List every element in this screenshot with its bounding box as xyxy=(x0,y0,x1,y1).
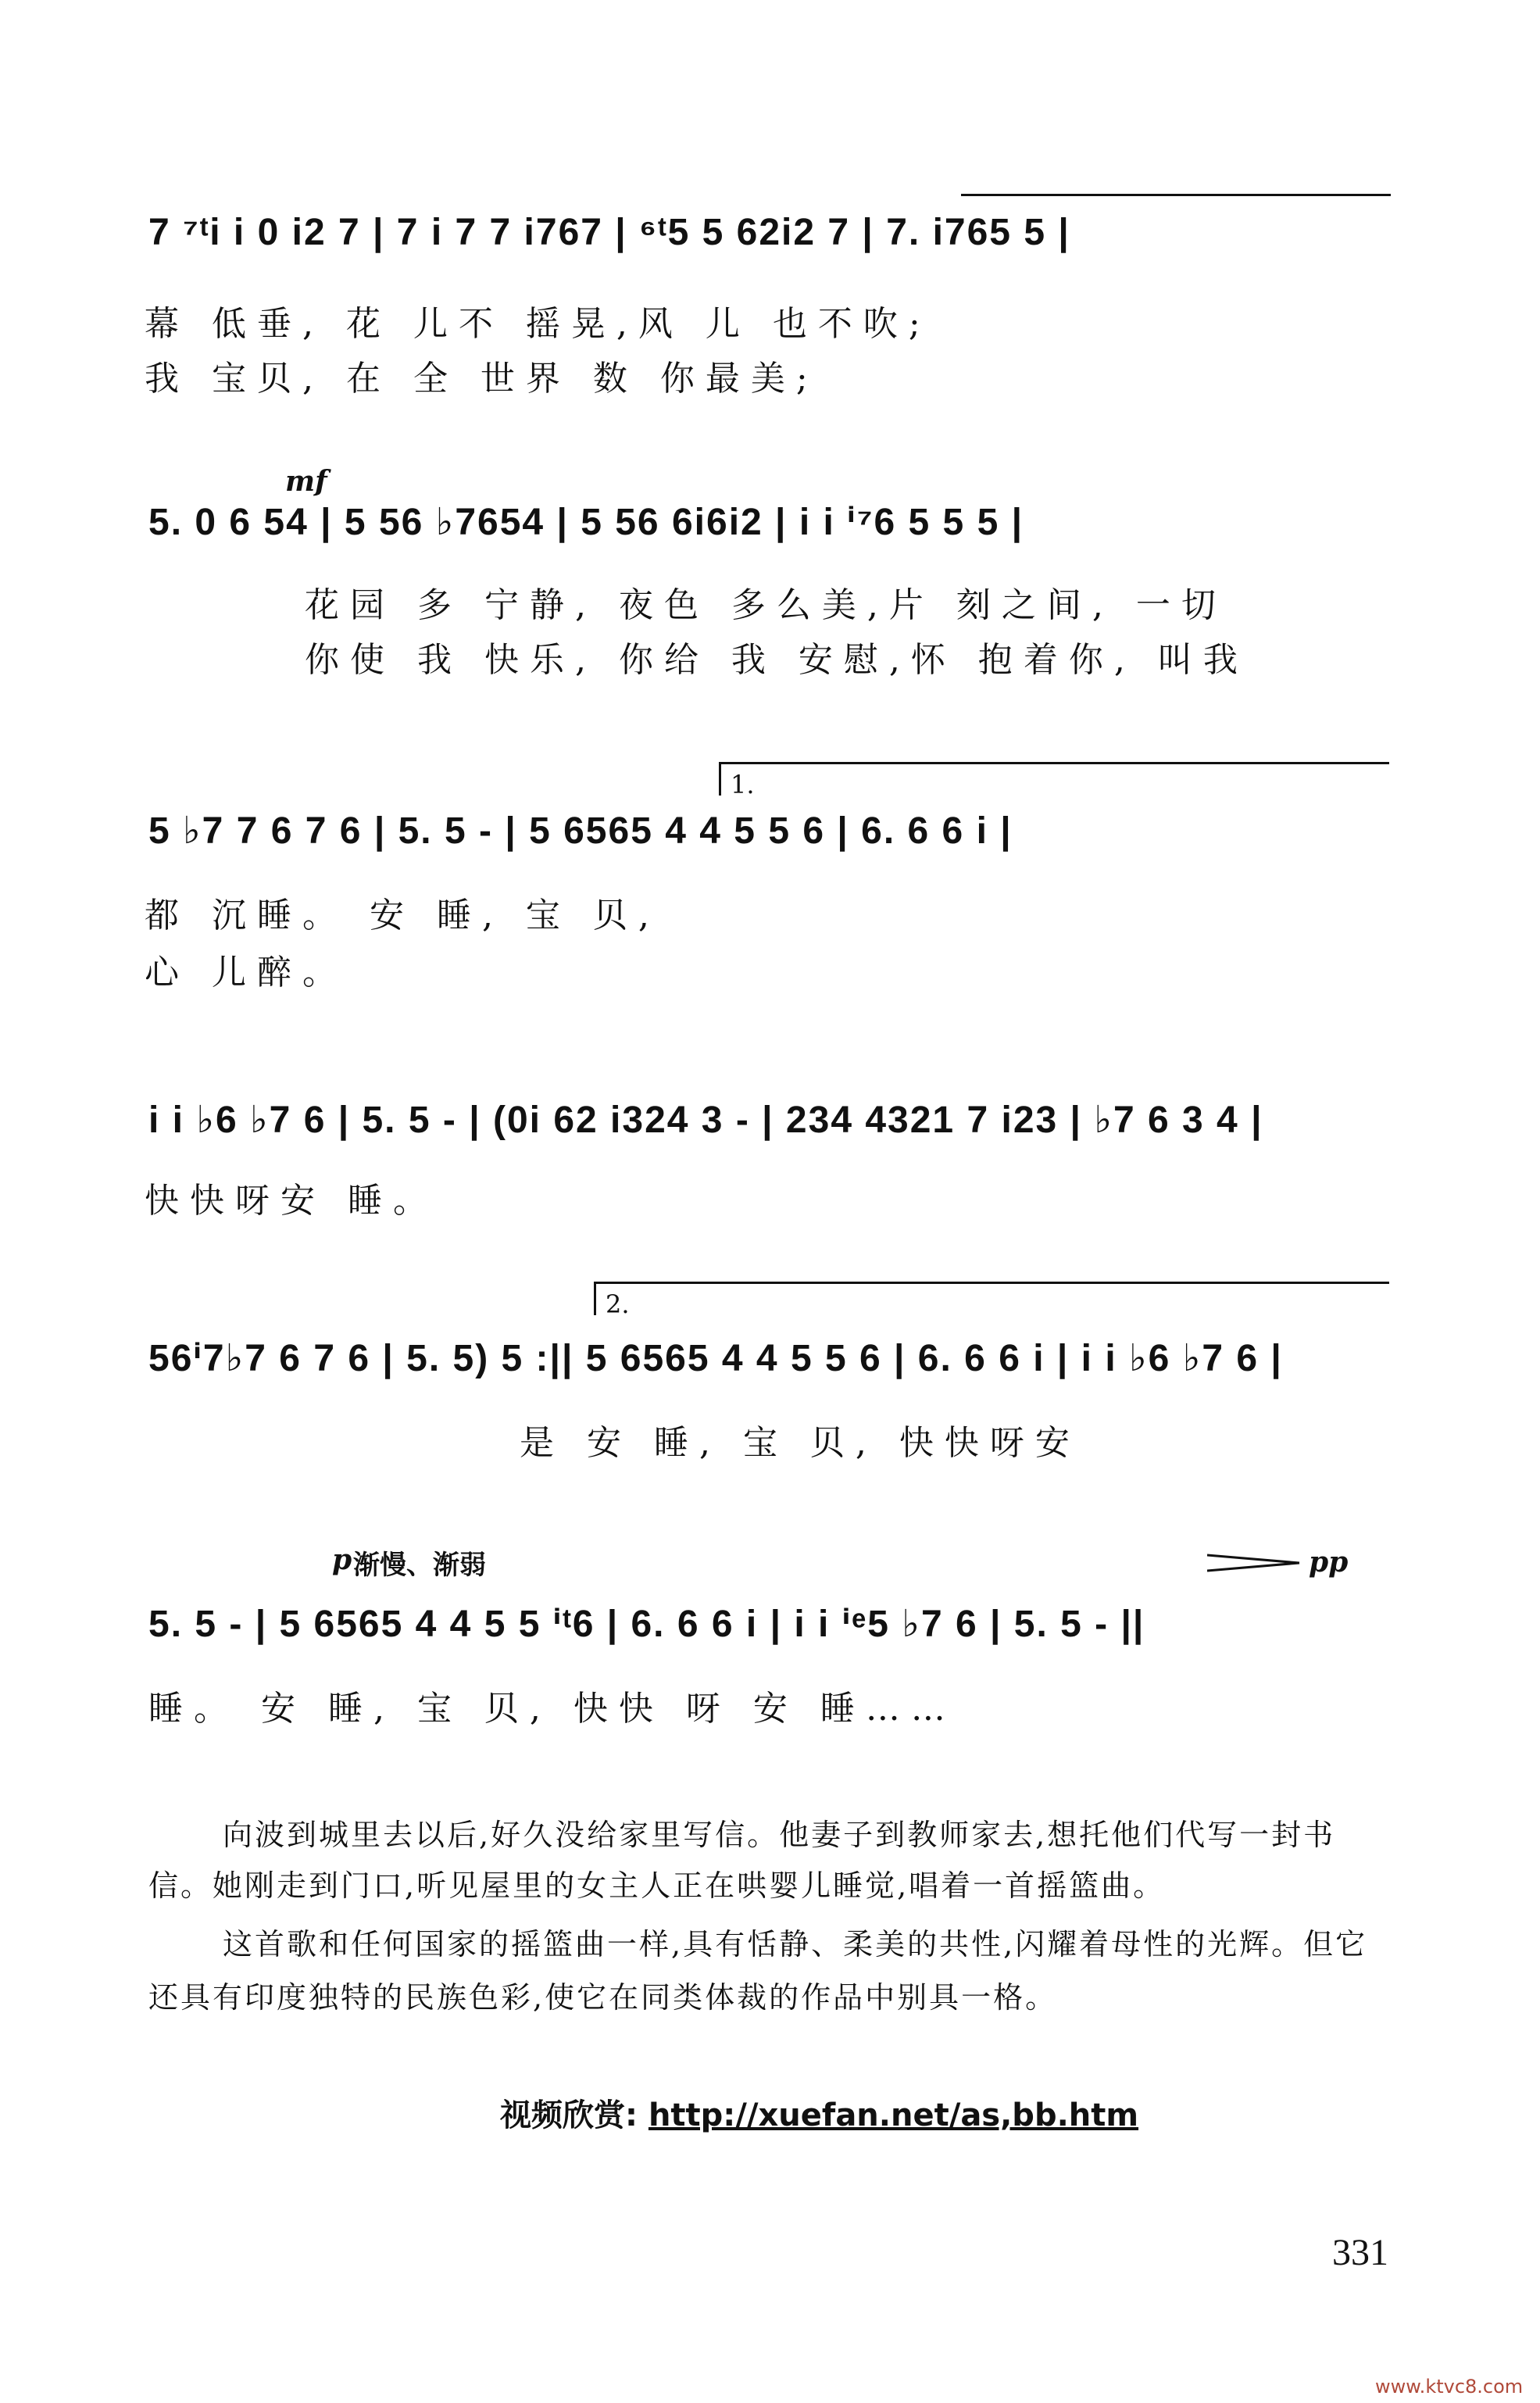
score-system-5-notation: 56ⁱ7♭7 6 7 6 | 5. 5) 5 :|| 5 6565 4 4 5 5 6 | 6. 6 6 i | i i ♭6 ♭7 6 | xyxy=(148,1338,1283,1379)
prose-line-1: 向波到城里去以后,好久没给家里写信。他妻子到教师家去,想托他们代写一封书 xyxy=(223,1818,1336,1852)
video-label: 视频欣赏: xyxy=(500,2097,638,2133)
volta-bracket-2 xyxy=(594,1282,1389,1315)
score-system-1-lyric-1: 幕 低垂, 花 儿不 摇晃,风 儿 也不吹; xyxy=(145,304,931,344)
score-system-5-lyric-1: 是 安 睡, 宝 贝, 快快呀安 xyxy=(520,1423,1081,1463)
score-system-2-notation: 5. 0 6 54 | 5 56 ♭7654 | 5 56 6i6i2 | i i ⁱ⁷6 5 5 5 | xyxy=(148,502,1024,543)
score-system-6-lyric-1: 睡。 安 睡, 宝 贝, 快快 呀 安 睡…… xyxy=(148,1689,956,1729)
score-system-1-slur-line xyxy=(961,194,1391,196)
dynamic-mark-mf: mf xyxy=(285,465,327,498)
video-link[interactable]: http://xuefan.net/as,bb.htm xyxy=(648,2097,1139,2133)
volta-number-1: 1. xyxy=(731,770,755,799)
video-reference xyxy=(500,2090,1138,2135)
dynamic-mark-p: p xyxy=(332,1543,352,1576)
prose-line-2: 信。她刚走到门口,听见屋里的女主人正在哄婴儿睡觉,唱着一首摇篮曲。 xyxy=(148,1868,1166,1903)
prose-line-4: 还具有印度独特的民族色彩,使它在同类体裁的作品中别具一格。 xyxy=(148,1980,1058,2015)
volta-bracket-1 xyxy=(719,762,1389,796)
score-system-1-notation: 7 ⁷ᵗi i 0 i2 7 | 7 i 7 7 i767 | ⁶ᵗ5 5 62i2 7 | 7. i765 5 | xyxy=(148,212,1070,253)
score-system-6-notation: 5. 5 - | 5 6565 4 4 5 5 ⁱᵗ6 | 6. 6 6 i | i i ⁱᵉ5 ♭7 6 | 5. 5 - || xyxy=(148,1604,1145,1645)
dynamic-mark-pp: pp xyxy=(1309,1546,1349,1579)
score-system-3-notation: 5 ♭7 7 6 7 6 | 5. 5 - | 5 6565 4 4 5 5 6 | 6. 6 6 i | xyxy=(148,810,1013,852)
dynamic-tempo-text: 渐慢、渐弱 xyxy=(353,1550,486,1581)
score-system-2-lyric-1: 花园 多 宁静, 夜色 多么美,片 刻之间, 一切 xyxy=(305,585,1227,625)
score-system-1-lyric-2: 我 宝贝, 在 全 世界 数 你最美; xyxy=(145,359,819,399)
prose-line-3: 这首歌和任何国家的摇篮曲一样,具有恬静、柔美的共性,闪耀着母性的光辉。但它 xyxy=(223,1927,1368,1961)
score-system-3-lyric-2: 心 儿醉。 xyxy=(145,953,348,992)
score-system-3-lyric-1: 都 沉睡。 安 睡, 宝 贝, xyxy=(145,896,660,935)
score-system-4-notation: i i ♭6 ♭7 6 | 5. 5 - | (0i 62 i324 3 - | 234 4321 7 i23 | ♭7 6 3 4 | xyxy=(148,1100,1263,1141)
decrescendo-hairpin xyxy=(1207,1551,1301,1575)
volta-number-2: 2. xyxy=(606,1289,630,1319)
site-watermark: www.ktvc8.com xyxy=(1375,2376,1524,2398)
score-system-4-lyric-1: 快快呀安 睡。 xyxy=(145,1181,438,1221)
score-system-2-lyric-2: 你使 我 快乐, 你给 我 安慰,怀 抱着你, 叫我 xyxy=(305,640,1249,680)
page-number: 331 xyxy=(1332,2232,1388,2273)
